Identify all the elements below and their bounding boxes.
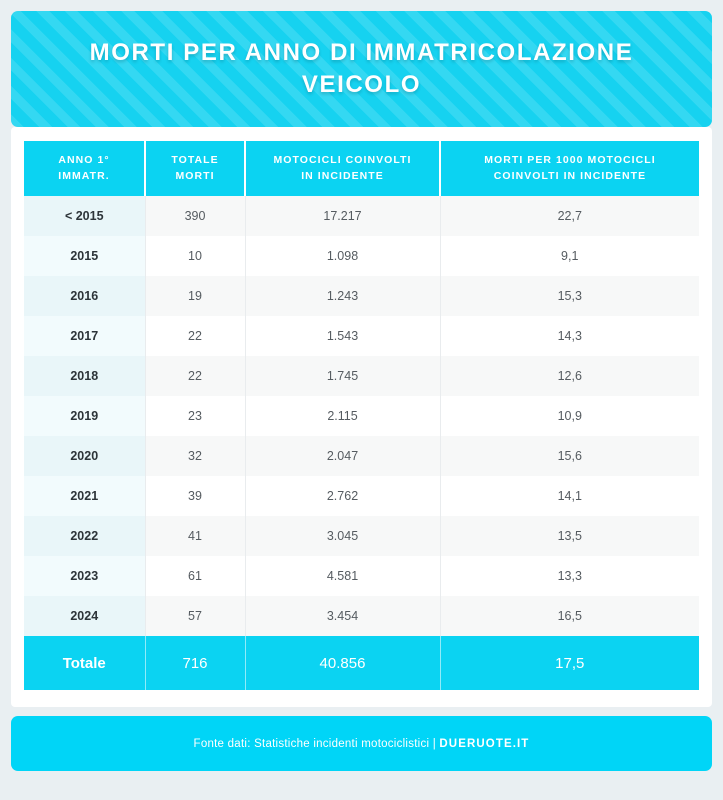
table-row xyxy=(24,396,699,436)
table-row xyxy=(24,436,699,476)
cell-motocicli: 1.098 xyxy=(245,236,440,276)
cell-morti-per-1000: 12,6 xyxy=(440,356,699,396)
total-motocicli: 40.856 xyxy=(245,636,440,690)
cell-morti-per-1000: 10,9 xyxy=(440,396,699,436)
total-morti-per-1000: 17,5 xyxy=(440,636,699,690)
cell-totale-morti: 10 xyxy=(145,236,245,276)
cell-motocicli: 1.243 xyxy=(245,276,440,316)
cell-motocicli: 1.745 xyxy=(245,356,440,396)
cell-morti-per-1000: 22,7 xyxy=(440,196,699,236)
page-title: MORTI PER ANNO DI IMMATRICOLAZIONE VEICOLO xyxy=(89,39,634,98)
cell-totale-morti: 390 xyxy=(145,196,245,236)
table-row xyxy=(24,556,699,596)
column-header-motocicli xyxy=(245,141,440,196)
footer-source-label: Fonte dati: Statistiche incidenti motociclistici | xyxy=(193,737,440,750)
cell-morti-per-1000: 14,3 xyxy=(440,316,699,356)
cell-motocicli: 17.217 xyxy=(245,196,440,236)
table-header xyxy=(24,141,699,196)
column-header-totale-morti-line1: TOTALE xyxy=(171,154,219,167)
table-card xyxy=(11,127,712,707)
table-row xyxy=(24,316,699,356)
table-header-row xyxy=(24,141,699,196)
total-label: Totale xyxy=(24,636,145,690)
column-header-totale-morti-line2: MORTI xyxy=(175,169,215,182)
cell-anno: 2020 xyxy=(24,436,145,476)
table-body xyxy=(24,196,699,690)
table-row xyxy=(24,196,699,236)
cell-motocicli: 2.115 xyxy=(245,396,440,436)
column-header-morti-per-1000-line1: MORTI PER 1000 MOTOCICLI xyxy=(484,154,656,167)
column-header-morti-per-1000-line2: COINVOLTI IN INCIDENTE xyxy=(493,169,647,182)
cell-morti-per-1000: 13,5 xyxy=(440,516,699,556)
column-header-anno-line2: IMMATR. xyxy=(58,169,110,182)
table-row xyxy=(24,596,699,636)
cell-anno: 2016 xyxy=(24,276,145,316)
cell-totale-morti: 22 xyxy=(145,356,245,396)
cell-anno: 2018 xyxy=(24,356,145,396)
cell-totale-morti: 39 xyxy=(145,476,245,516)
cell-motocicli: 4.581 xyxy=(245,556,440,596)
cell-totale-morti: 32 xyxy=(145,436,245,476)
table-row xyxy=(24,356,699,396)
column-header-totale-morti xyxy=(145,141,245,196)
cell-motocicli: 2.047 xyxy=(245,436,440,476)
cell-anno: < 2015 xyxy=(24,196,145,236)
table-total-row xyxy=(24,636,699,690)
cell-morti-per-1000: 9,1 xyxy=(440,236,699,276)
cell-anno: 2019 xyxy=(24,396,145,436)
cell-totale-morti: 22 xyxy=(145,316,245,356)
header-banner xyxy=(11,11,712,127)
cell-totale-morti: 41 xyxy=(145,516,245,556)
column-header-motocicli-line2: IN INCIDENTE xyxy=(301,169,384,182)
cell-totale-morti: 23 xyxy=(145,396,245,436)
column-header-anno xyxy=(24,141,145,196)
cell-anno: 2015 xyxy=(24,236,145,276)
cell-anno: 2023 xyxy=(24,556,145,596)
cell-morti-per-1000: 13,3 xyxy=(440,556,699,596)
cell-morti-per-1000: 15,6 xyxy=(440,436,699,476)
table-row xyxy=(24,236,699,276)
column-header-motocicli-line1: MOTOCICLI COINVOLTI xyxy=(273,154,412,167)
cell-morti-per-1000: 15,3 xyxy=(440,276,699,316)
table-row xyxy=(24,476,699,516)
cell-motocicli: 1.543 xyxy=(245,316,440,356)
cell-anno: 2021 xyxy=(24,476,145,516)
total-totale-morti: 716 xyxy=(145,636,245,690)
column-header-anno-line1: ANNO 1° xyxy=(58,154,110,167)
table-row xyxy=(24,276,699,316)
column-header-morti-per-1000 xyxy=(440,141,699,196)
cell-motocicli: 3.045 xyxy=(245,516,440,556)
cell-totale-morti: 57 xyxy=(145,596,245,636)
footer-source xyxy=(194,738,530,750)
cell-totale-morti: 61 xyxy=(145,556,245,596)
cell-morti-per-1000: 16,5 xyxy=(440,596,699,636)
cell-motocicli: 3.454 xyxy=(245,596,440,636)
table-row xyxy=(24,516,699,556)
cell-totale-morti: 19 xyxy=(145,276,245,316)
cell-motocicli: 2.762 xyxy=(245,476,440,516)
cell-anno: 2024 xyxy=(24,596,145,636)
cell-morti-per-1000: 14,1 xyxy=(440,476,699,516)
statistics-table xyxy=(24,141,699,690)
cell-anno: 2022 xyxy=(24,516,145,556)
footer-bar xyxy=(11,716,712,771)
cell-anno: 2017 xyxy=(24,316,145,356)
footer-brand[interactable]: DUERUOTE.IT xyxy=(439,737,530,750)
